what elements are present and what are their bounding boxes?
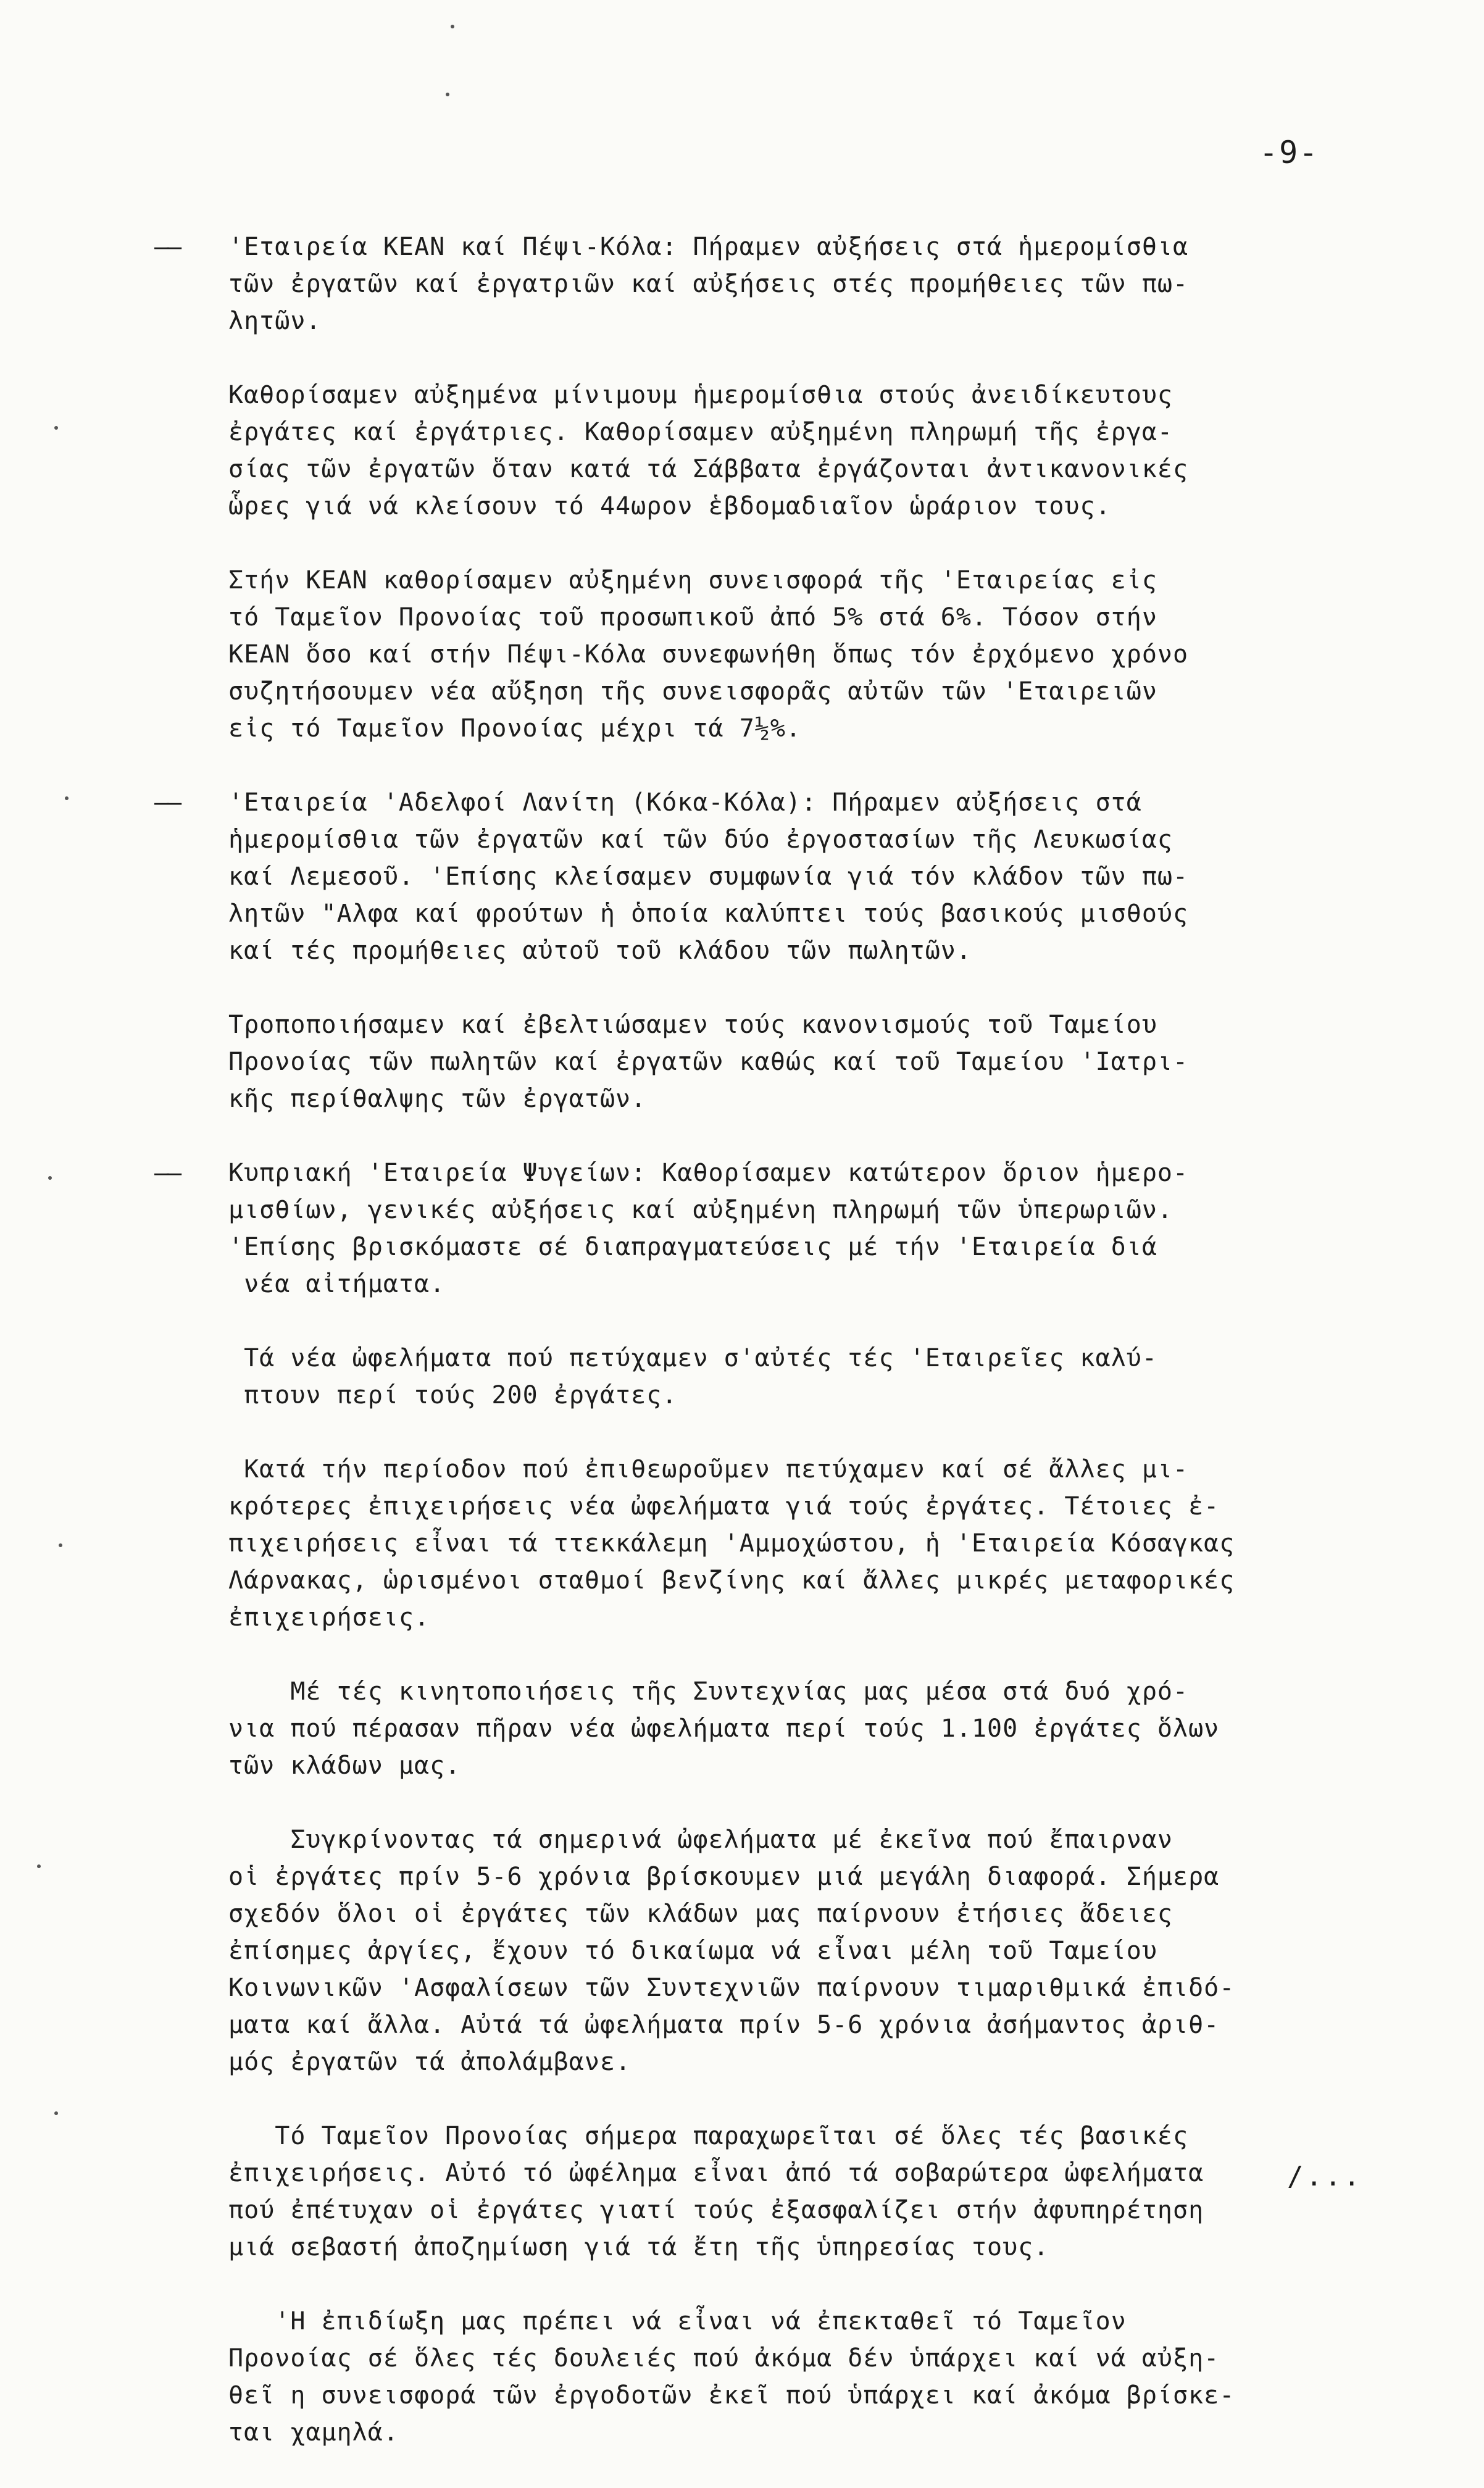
continuation-mark: /... [1287,2161,1362,2192]
paragraph-fund-regulations: Τροποποιήσαμεν καί ἐβελτιώσαμεν τούς κανονισμούς τοῦ Ταμείου Προνοίας τῶν πωλητῶν καί ἐργατῶν καθώς καί τοῦ Ταμείου 'Ιατρι- κῆς περίθαλψης τῶν ἐργατῶν. [228,1011,1189,1113]
page-number: -9- [1259,135,1319,170]
paragraph-kean-pepsi: —— 'Εταιρεία ΚΕΑΝ καί Πέψι-Κόλα: Πήραμεν αὐξήσεις στά ἡμερομίσθια τῶν ἐργατῶν καί ἐργατριῶν καί αὐξήσεις στές προμήθειες τῶν πω- λητῶν. [228,228,1438,340]
paragraph-provident-fund-kean: Στήν ΚΕΑΝ καθορίσαμεν αὐξημένη συνεισφορά τῆς 'Εταιρείας εἰς τό Ταμεῖον Προνοίας τοῦ προσωπικοῦ ἀπό 5% στά 6%. Τόσον στήν ΚΕΑΝ ὅσο καί στήν Πέψι-Κόλα συνεφωνήθη ὅπως τόν ἐρχόμενο χρόνο συζητήσουμεν νέα αὔξηση τῆς συνεισφορᾶς αὐτῶν τῶν 'Εταιρειῶν εἰς τό Ταμεῖον Προνοίας μέχρι τά 7½%. [228,566,1189,743]
scan-speck [65,796,69,800]
scan-speck [59,1543,62,1547]
scan-speck [37,1864,41,1868]
scan-speck [54,2111,58,2115]
paragraph-minimum-wages: Καθορίσαμεν αὐξημένα μίνιμουμ ἡμερομίσθια στούς ἀνειδίκευτους ἐργάτες καί ἐργάτριες. Καθορίσαμεν αὐξημένη πληρωμή τῆς ἐργα- σίας τῶν ἐργατῶν ὅταν κατά τά Σάββατα ἐργάζονται ἀντικανονικές ὧρες γιά νά κλείσουν τό 44ωρον ἑβδομαδιαῖον ὡράριον τους. [228,381,1189,520]
scan-speck [451,25,454,28]
scan-speck [54,426,58,430]
paragraph-cyprus-refrigeration: —— Κυπριακή 'Εταιρεία Ψυγείων: Καθορίσαμεν κατώτερον ὅριον ἡμερο- μισθίων, γενικές αὐξήσεις καί αὐξημένη πληρωμή τῶν ὑπερωριῶν. 'Επίσης βρισκόμαστε σέ διαπραγματεύσεις μέ τήν 'Εταιρεία διά νέα αἰτήματα. [228,1154,1438,1303]
paragraph-smaller-businesses: Κατά τήν περίοδον πού ἐπιθεωροῦμεν πετύχαμεν καί σέ ἄλλες μι- κρότερες ἐπιχειρήσεις νέα ὠφελήματα γιά τούς ἐργάτες. Τέτοιες ἐ- πιχειρήσεις εἶναι τά ττεκκάλεμη 'Αμμοχώστου, ἡ 'Εταιρεία Κόσαγκας Λάρνακας, ὡρισμένοι σταθμοί βενζίνης καί ἄλλες μικρές μεταφορικές ἐπιχειρήσεις. [228,1455,1235,1632]
paragraph-200-workers: Τά νέα ὠφελήματα πού πετύχαμεν σ'αὐτές τές 'Εταιρεῖες καλύ- πτουν περί τούς 200 ἐργάτες. [244,1344,1157,1409]
paragraph-comparison: Συγκρίνοντας τά σημερινά ὠφελήματα μέ ἐκεῖνα πού ἔπαιρναν οἱ ἐργάτες πρίν 5-6 χρόνια βρίσκουμεν μιά μεγάλη διαφορά. Σήμερα σχεδόν ὅλοι οἱ ἐργάτες τῶν κλάδων μας παίρνουν ἐτήσιες ἄδειες ἐπίσημες ἀργίες, ἔχουν τό δικαίωμα νά εἶναι μέλη τοῦ Ταμείου Κοινωνικῶν 'Ασφαλίσεων τῶν Συντεχνιῶν παίρνουν τιμαριθμικά ἐπιδό- ματα καί ἄλλα. Αὐτά τά ὠφελήματα πρίν 5-6 χρόνια ἀσήμαντος ἀριθ- μός ἐργατῶν τά ἀπολάμβανε. [228,1826,1235,2076]
paragraph-lanitis-coca-cola: —— 'Εταιρεία 'Αδελφοί Λανίτη (Κόκα-Κόλα): Πήραμεν αὐξήσεις στά ἡμερομίσθια τῶν ἐργατῶν καί τῶν δύο ἐργοστασίων τῆς Λευκωσίας καί Λεμεσοῦ. 'Επίσης κλείσαμεν συμφωνία γιά τόν κλάδον τῶν πω- λητῶν "Αλφα καί φρούτων ἡ ὁποία καλύπτει τούς βασικούς μισθούς καί τές προμήθειες αὐτοῦ τοῦ κλάδου τῶν πωλητῶν. [228,784,1438,969]
scan-speck [446,93,449,96]
paragraph-provident-fund-today: Τό Ταμεῖον Προνοίας σήμερα παραχωρεῖται σέ ὅλες τές βασικές ἐπιχειρήσεις. Αὐτό τό ὠφέλημα εἶναι ἀπό τά σοβαρώτερα ὠφελήματα πού ἐπέτυχαν οἱ ἐργάτες γιατί τούς ἐξασφαλίζει στήν ἀφυπηρέτηση μιά σεβαστή ἀποζημίωση γιά τά ἔτη τῆς ὑπηρεσίας τους. [228,2122,1204,2261]
scan-speck [48,1176,52,1180]
paragraph-mobilizations: Μέ τές κινητοποιήσεις τῆς Συντεχνίας μας μέσα στά δυό χρό- νια πού πέρασαν πῆραν νέα ὠφελήματα περί τούς 1.100 ἐργάτες ὅλων τῶν κλάδων μας. [228,1677,1220,1780]
document-body [228,228,1438,2488]
paragraph-goal: 'Η ἐπιδίωξη μας πρέπει νά εἶναι νά ἐπεκταθεῖ τό Ταμεῖον Προνοίας σέ ὅλες τές δουλειές πού ἀκόμα δέν ὑπάρχει καί νά αὐξη- θεῖ η συνεισφορά τῶν ἐργοδοτῶν ἐκεῖ πού ὑπάρχει καί ἀκόμα βρίσκε- ται χαμηλά. [228,2307,1235,2447]
